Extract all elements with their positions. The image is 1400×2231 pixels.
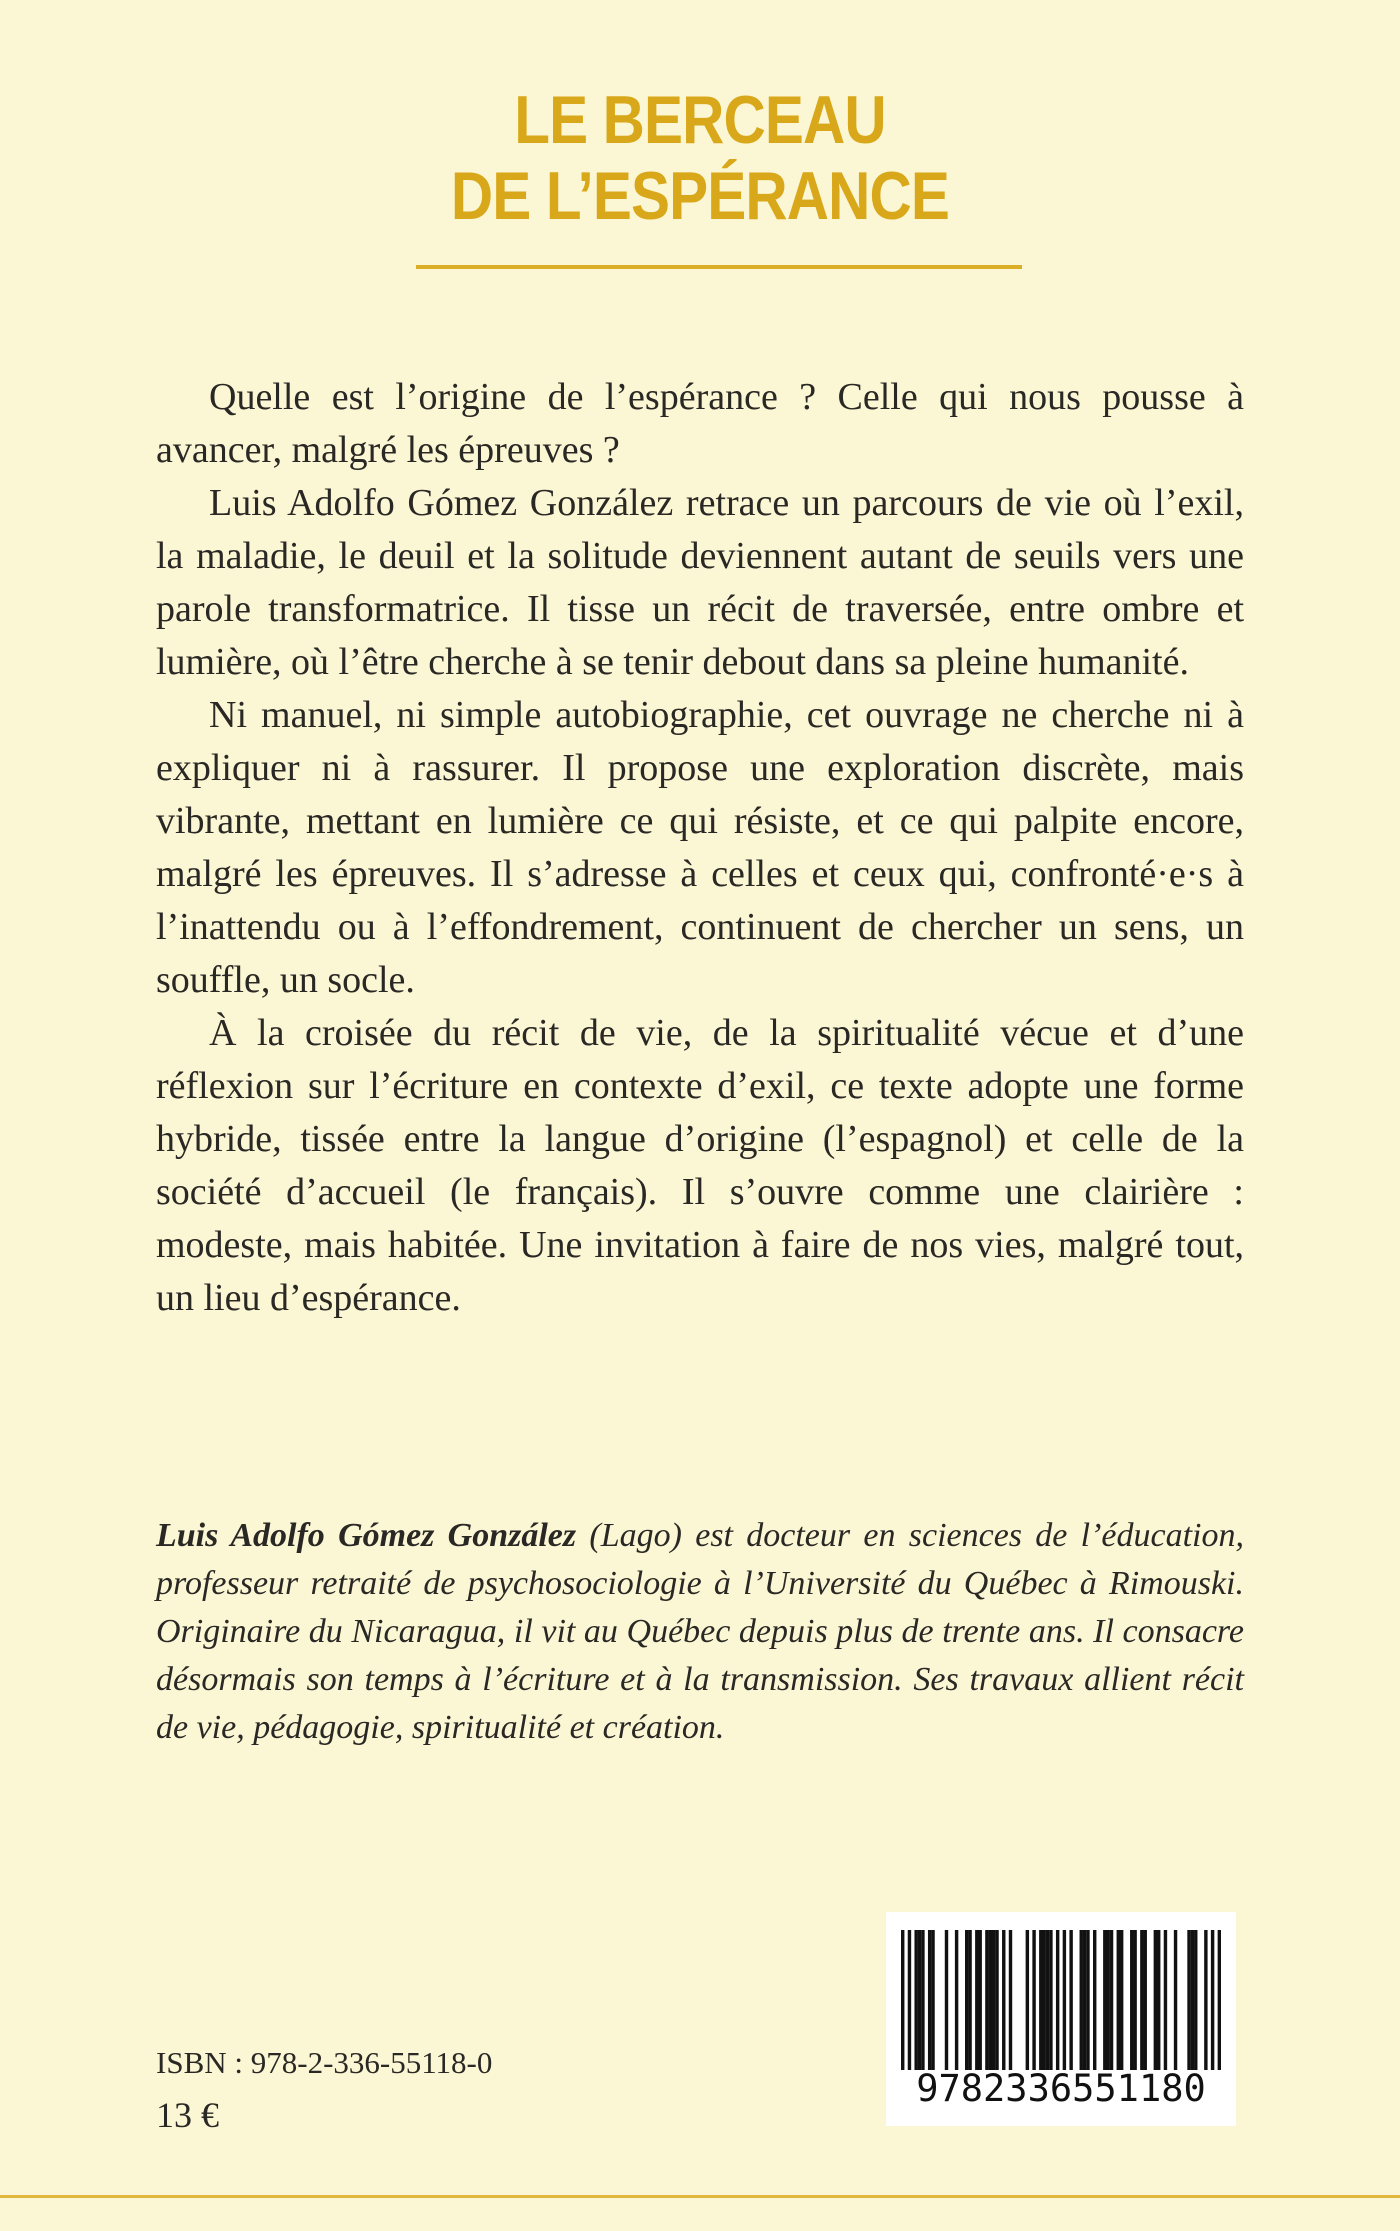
barcode-bar (989, 1930, 992, 2070)
barcode-bar (1049, 1930, 1052, 2070)
barcode-bar (931, 1930, 934, 2070)
barcode-bar (985, 1930, 988, 2070)
barcode-bar (1042, 1930, 1045, 2070)
barcode-bar (1106, 1930, 1109, 2070)
barcode-bar (1080, 1930, 1083, 2070)
barcode-bar (1110, 1930, 1113, 2070)
barcode-bar (955, 1930, 958, 2070)
barcode-bar (1009, 1930, 1012, 2070)
barcode-bar (1187, 1930, 1190, 2070)
barcode-bar (1069, 1930, 1072, 2070)
barcode-bar (1154, 1930, 1157, 2070)
barcode-bar (968, 1930, 971, 2070)
barcode-bar (1086, 1930, 1089, 2070)
barcode-bar (1194, 1930, 1197, 2070)
title-divider (416, 265, 1022, 269)
barcode-bar (1144, 1930, 1147, 2070)
barcode-bar (1093, 1930, 1096, 2070)
barcode-bar (921, 1930, 924, 2070)
barcode-bar (965, 1930, 968, 2070)
author-bio (156, 1512, 1244, 1752)
barcode-bar (1164, 1930, 1167, 2070)
barcode (886, 1912, 1236, 2126)
blurb-text (156, 371, 1244, 1325)
barcode-bar (914, 1930, 917, 2070)
barcode-bar (1211, 1930, 1214, 2070)
barcode-bar (978, 1930, 981, 2070)
isbn-text: ISBN : 978-2-336-55118-0 (156, 2045, 493, 2080)
title-line-2: DE L’ESPÉRANCE (450, 158, 950, 234)
barcode-digits: 9782336551180 (916, 2067, 1206, 2110)
barcode-bar (1083, 1930, 1086, 2070)
barcode-bar (1133, 1930, 1136, 2070)
barcode-bar (975, 1930, 978, 2070)
barcode-bar (995, 1930, 998, 2070)
barcode-bar (918, 1930, 921, 2070)
blurb-paragraph: Luis Adolfo Gómez González retrace un parcours de vie où l’exil, la maladie, le deuil et la solitude deviennent autant de seuils vers une parole transformatrice. Il tisse un récit de traversée, entre ombre et lumière, où l’être cherche à se tenir debout dans sa pleine humanité. (156, 482, 1244, 683)
barcode-bar (1056, 1930, 1059, 2070)
bottom-divider (0, 2195, 1400, 2198)
barcode-bar (1204, 1930, 1207, 2070)
barcode-bar (908, 1930, 911, 2070)
barcode-bar (1002, 1930, 1005, 2070)
barcode-bar (992, 1930, 995, 2070)
barcode-bar (901, 1930, 904, 2070)
barcode-bar (1140, 1930, 1143, 2070)
barcode-bar (1032, 1930, 1035, 2070)
barcode-bar (1130, 1930, 1133, 2070)
barcode-bar (1046, 1930, 1049, 2070)
barcode-bar (1174, 1930, 1177, 2070)
title-line-1: LE BERCEAU (514, 82, 886, 158)
blurb-paragraph: Ni manuel, ni simple autobiographie, cet ouvrage ne cherche ni à expliquer ni à rassurer. Il propose une exploration discrète, mais vibrante, mettant en lumière ce qui résiste, et ce qui palpite encore, malgré les épreuves. Il s’adresse à celles et ceux qui, confronté·e·s à l’inattendu ou à l’effondrement, continuent de chercher un sens, un souffle, un socle. (156, 694, 1244, 1001)
book-title (98, 82, 1302, 234)
barcode-bar (1039, 1930, 1042, 2070)
blurb-paragraph: À la croisée du récit de vie, de la spiritualité vécue et d’une réflexion sur l’écriture en contexte d’exil, ce texte adopte une forme hybride, tissée entre la langue d’origine (l’espagnol) et celle de la société d’accueil (le français). Il s’ouvre comme une clairière : modeste, mais habitée. Une invitation à faire de nos vies, malgré tout, un lieu d’espérance. (156, 1012, 1244, 1319)
barcode-bar (945, 1930, 948, 2070)
barcode-bar (1191, 1930, 1194, 2070)
barcode-bar (1218, 1930, 1221, 2070)
price-text: 13 € (156, 2095, 219, 2135)
barcode-bar (928, 1930, 931, 2070)
barcode-bar (1063, 1930, 1066, 2070)
blurb-paragraph: Quelle est l’origine de l’espérance ? Celle qui nous pousse à avancer, malgré les épreuves ? (156, 376, 1244, 471)
author-bio-text: (Lago) est docteur en sciences de l’éducation, professeur retraité de psychosociologie à l’Université du Québec à Rimouski. Originaire du Nicaragua, il vit au Québec depuis plus de trente ans. Il consacre désormais son temps à l’écriture et à la transmission. Ses travaux allient récit de vie, pédagogie, spiritualité et création. (156, 1517, 1245, 1746)
barcode-bars (901, 1930, 1221, 2070)
barcode-bar (1117, 1930, 1120, 2070)
barcode-bar (1103, 1930, 1106, 2070)
barcode-bar (1157, 1930, 1160, 2070)
barcode-bar (1026, 1930, 1029, 2070)
author-name: Luis Adolfo Gómez González (156, 1517, 577, 1554)
barcode-bar (1120, 1930, 1123, 2070)
